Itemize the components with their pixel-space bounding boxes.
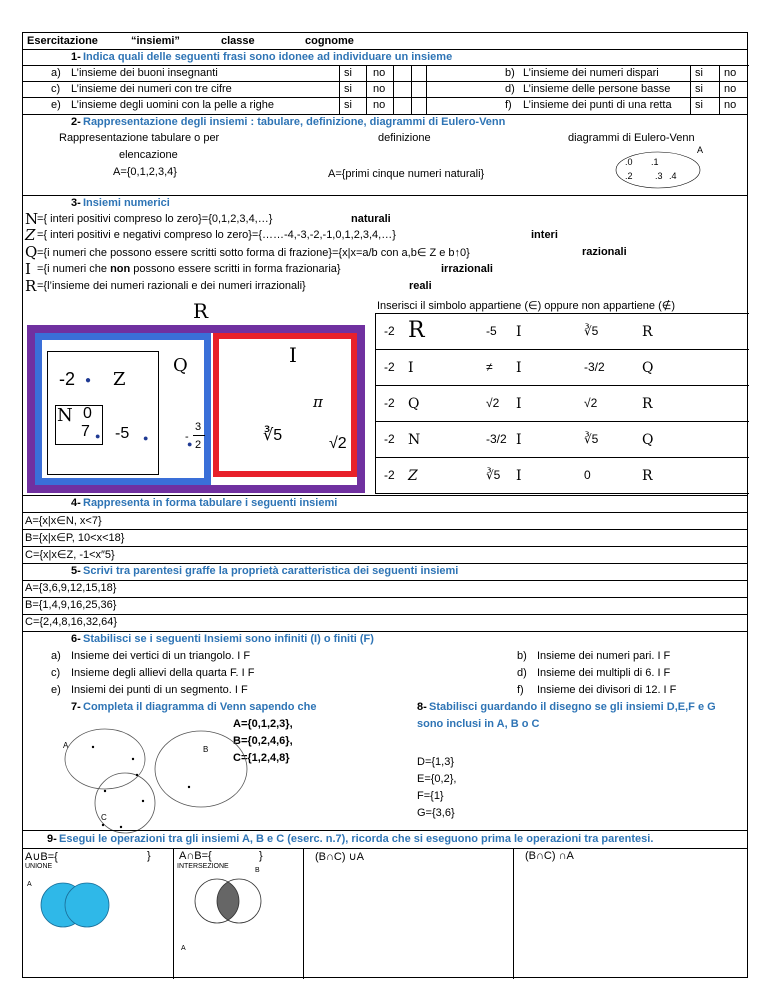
ex5-title: Scrivi tra parentesi graffe la proprietà caratteristica dei seguenti insiemi xyxy=(83,565,459,577)
membership-cell-r2-c2: √2 xyxy=(486,396,500,410)
ex2-col2-value: A={primi cinque numeri naturali} xyxy=(328,168,485,180)
ex3-title: Insiemi numerici xyxy=(83,197,170,209)
ex4-title: Rappresenta in forma tabulare i seguenti insiemi xyxy=(83,497,338,509)
membership-cell-r4-c3: I xyxy=(516,468,522,484)
ex1-item-d: L’insieme delle persone basse xyxy=(523,83,671,95)
membership-cell-r1-c4: -3/2 xyxy=(584,360,605,374)
ex1-item-c: L’insieme dei numeri con tre cifre xyxy=(71,83,232,95)
ex9-union-close: } xyxy=(147,850,151,862)
membership-cell-r0-c1: R xyxy=(408,318,425,343)
ex5-line-c: C={2,4,8,16,32,64} xyxy=(25,616,118,628)
membership-cell-r4-c0: -2 xyxy=(384,468,395,482)
ex7-set-c: C={1,2,4,8} xyxy=(233,752,290,764)
intersection-diagram xyxy=(177,863,297,973)
venn-point: .2 xyxy=(625,171,633,181)
ex4-line-a: A={x|x∈N, x<7} xyxy=(25,515,102,527)
intersection-a-label: A xyxy=(181,945,186,952)
value-cbrt5: ∛5 xyxy=(263,427,283,444)
membership-cell-r3-c0: -2 xyxy=(384,432,395,446)
membership-cell-r1-c2: ≠ xyxy=(486,360,493,374)
ex2-venn-ellipse xyxy=(613,147,723,189)
membership-cell-r0-c5: R xyxy=(642,324,653,340)
membership-cell-r0-c2: -5 xyxy=(486,324,497,338)
ex4-line-c: C={x|x∈Z, -1<x″5} xyxy=(25,549,115,561)
ex8-set-g: G={3,6} xyxy=(417,807,455,819)
ex8-set-f: F={1} xyxy=(417,790,444,802)
membership-cell-r1-c3: I xyxy=(516,360,522,376)
membership-cell-r4-c1: Z xyxy=(408,468,418,484)
value-seven: 7 xyxy=(81,423,90,440)
ex1-item-a: L’insieme dei buoni insegnanti xyxy=(71,67,218,79)
venn-point: .4 xyxy=(669,171,677,181)
membership-instruction: Inserisci il simbolo appartiene (∈) oppure non appartiene (∉) xyxy=(377,300,675,312)
venn-point: .3 xyxy=(655,171,663,181)
membership-cell-r2-c5: R xyxy=(642,396,653,412)
ex8-set-d: D={1,3} xyxy=(417,756,455,768)
header-classe: classe xyxy=(221,35,255,47)
label-q: Q xyxy=(173,355,188,376)
ex1-title: Indica quali delle seguenti frasi sono idonee ad individuare un insieme xyxy=(83,51,453,63)
venn-point: .0 xyxy=(625,157,633,167)
value-frac-den: 2 xyxy=(195,439,202,451)
ex8-set-e: E={0,2}, xyxy=(417,773,457,785)
label-z: Z xyxy=(113,369,126,390)
membership-cell-r2-c1: Q xyxy=(408,396,420,412)
venn-label-b: B xyxy=(203,745,209,754)
membership-cell-r0-c3: I xyxy=(516,324,522,340)
ex1-item-f: L’insieme dei punti di una retta xyxy=(523,99,672,111)
union-a-label: A xyxy=(27,881,32,888)
header-cognome: cognome xyxy=(305,35,354,47)
ex7-set-a: A={0,1,2,3}, xyxy=(233,718,293,730)
membership-cell-r3-c1: N xyxy=(408,432,421,448)
ex5-line-b: B={1,4,9,16,25,36} xyxy=(25,599,117,611)
ex1-item-e: L’insieme degli uomini con la pelle a righe xyxy=(71,99,275,111)
venn-label-a: A xyxy=(63,741,69,750)
ex2-col1-title: Rappresentazione tabulare o per xyxy=(59,132,220,144)
header-topic: “insiemi” xyxy=(131,35,180,47)
intersection-b-label: B xyxy=(255,867,260,874)
ex8-title-line2: sono inclusi in A, B o C xyxy=(417,718,540,730)
ex4-line-b: B={x|x∈P, 10<x<18} xyxy=(25,532,125,544)
membership-cell-r1-c5: Q xyxy=(642,360,654,376)
ex5-line-a: A={3,6,9,12,15,18} xyxy=(25,582,117,594)
venn-point: .1 xyxy=(651,157,659,167)
ex9-cell-intersection: A∩B={ xyxy=(179,850,212,862)
membership-cell-r4-c2: ∛5 xyxy=(486,468,501,482)
union-diagram xyxy=(25,863,145,933)
ex2-venn-diagram xyxy=(613,147,723,189)
ex1-item-b: L’insieme dei numeri dispari xyxy=(523,67,659,79)
intersection-svg xyxy=(177,863,297,943)
worksheet: Esercitazione “insiemi” classe cognome 1- Indica quali delle seguenti frasi sono idonee ad individuare un insieme a) L’insieme dei buoni insegnanti si no b) L’insieme dei numeri dispari si no c) L’insieme dei numeri con tre cifre si no d) L’insieme delle persone basse si no e) L’insieme degli uomini con la pelle a righe si no f) L’insieme dei punti di una retta si no 2- Rappresentazione degli insiemi : tabulare, definizione, diagrammi di Eulero-Venn Rappresentazione tabulare o per elencazione A={0,1,2,3,4} definizione A={primi cinque numeri naturali} diagrammi di Eulero-Venn A .0 .1 .2 .3 .4 3- Insiemi numerici N ={ interi positivi compreso lo zero}={0,1,2,3,4,…} naturali Z ={ interi positivi e negativi compreso lo zero}={……-4,-3,-2,-1,0,1,2,3,4,…} interi Q ={i numeri che possono essere scritti sotto forma di frazione}={x|x=a/b con a,b∈ Z e b↑0} razionali I ={i numeri che non possono essere scritti in forma frazionaria} irrazionali R ={l’insieme dei numeri razionali e dei numeri irrazionali} reali R Q Z N I -2 ● 0 7 ● -5 ● - 3 2 ● ∛5 π √2 Inserisci il simbolo appartiene (∈) oppure non appartiene (∉) 4- Rappresenta in forma tabulare i seguenti insiemi A={x|x∈N, x<7} B={x|x∈P, 10<x<18} C={x|x∈Z, -1<x″5} 5- Scrivi tra parentesi graffe la proprietà caratteristica dei seguenti insiemi A={3,6,9,12,15,18} B={1,4,9,16,25,36} C={2,4,8,16,32,64} 6- Stabilisci se i seguenti Insiemi sono infiniti (I) o finiti (F) a) Insieme dei vertici di un triangolo. I F b) Insieme dei numeri pari. I F c) Insieme degli allievi della quarta F. I F d) Insieme dei multipli di 6. I F e) Insiemi dei punti di un segmento. I F f) Insieme dei divisori di 12. I F 7- Completa il diagramma di Venn sapendo che A={0,1,2,3}, B={0,2,4,6}, C={1,2,4,8} A B C 8- Stabilisci guardando il disegno se gli insiemi D,E,F e G sono inclusi in A, B o C D={1,3} E={0,2}, F={1} G={3,6} 9- Esegui le operazioni tra gli insiemi A, B e C (eserc. n.7), ricorda che si eseguono prima le operazioni tra parentesi. A∪B={ } A∩B={ } (B∩C) ∪A (B∩C) ∩A UNIONE A INTERSEZIONE B A xyxy=(22,32,748,978)
membership-cell-r1-c0: -2 xyxy=(384,360,395,374)
value-neg2: -2 xyxy=(59,369,76,389)
membership-cell-r3-c4: ∛5 xyxy=(584,432,599,446)
value-sqrt2: √2 xyxy=(329,435,347,452)
value-neg5: -5 xyxy=(115,425,130,442)
membership-grid xyxy=(375,313,749,493)
membership-cell-r3-c2: -3/2 xyxy=(486,432,507,446)
venn-label-c: C xyxy=(101,813,107,822)
value-pi: π xyxy=(313,393,323,411)
ex2-col1-subtitle: elencazione xyxy=(119,149,178,161)
union-label: UNIONE xyxy=(25,863,53,870)
header-esercitazione: Esercitazione xyxy=(27,35,98,47)
ex2-col2-title: definizione xyxy=(378,132,431,144)
ex7-venn-svg xyxy=(53,717,253,837)
ex2-title: Rappresentazione degli insiemi : tabulare, definizione, diagrammi di Eulero-Venn xyxy=(83,116,506,128)
ex7-set-b: B={0,2,4,6}, xyxy=(233,735,293,747)
ex9-intersection-close: } xyxy=(259,850,263,862)
number-sets-diagram: R Q Z N I -2 ● 0 7 ● -5 ● - 3 2 ● ∛5 π √2 xyxy=(27,299,377,499)
membership-cell-r4-c5: R xyxy=(642,468,653,484)
ex6-title: Stabilisci se i seguenti Insiemi sono infiniti (I) o finiti (F) xyxy=(83,633,374,645)
membership-cell-r2-c3: I xyxy=(516,396,522,412)
ex7-title: Completa il diagramma di Venn sapendo che xyxy=(83,701,317,713)
membership-cell-r0-c0: -2 xyxy=(384,324,395,338)
membership-cell-r2-c4: √2 xyxy=(584,396,598,410)
label-n: N xyxy=(57,405,73,426)
membership-cell-r3-c5: Q xyxy=(642,432,654,448)
membership-cell-r1-c1: I xyxy=(408,360,414,376)
ex2-col3-title: diagrammi di Eulero-Venn xyxy=(568,132,695,144)
set-i-box xyxy=(213,333,357,477)
ex7-venn-diagram xyxy=(53,717,253,837)
ex9-title: Esegui le operazioni tra gli insiemi A, B e C (eserc. n.7), ricorda che si eseguono prima le operazioni tra parentesi. xyxy=(59,833,654,845)
membership-cell-r4-c4: 0 xyxy=(584,468,591,482)
ex2-venn-label: A xyxy=(697,145,704,155)
ex8-title-line1: Stabilisci guardando il disegno se gli insiemi D,E,F e G xyxy=(429,701,716,713)
membership-cell-r0-c4: ∛5 xyxy=(584,324,599,338)
value-frac-num: 3 xyxy=(195,421,202,433)
membership-cell-r2-c0: -2 xyxy=(384,396,395,410)
ex2-col1-value: A={0,1,2,3,4} xyxy=(113,166,177,178)
membership-cell-r3-c3: I xyxy=(516,432,522,448)
ex9-cell-bc-union-a: (B∩C) ∪A xyxy=(315,851,364,863)
label-i: I xyxy=(289,343,297,367)
value-zero: 0 xyxy=(83,405,92,422)
union-svg xyxy=(25,863,145,933)
ex9-cell-bc-intersection-a: (B∩C) ∩A xyxy=(525,850,574,862)
ex9-cell-union: A∪B={ xyxy=(25,851,58,863)
label-r: R xyxy=(193,299,209,323)
intersection-label: INTERSEZIONE xyxy=(177,863,229,870)
